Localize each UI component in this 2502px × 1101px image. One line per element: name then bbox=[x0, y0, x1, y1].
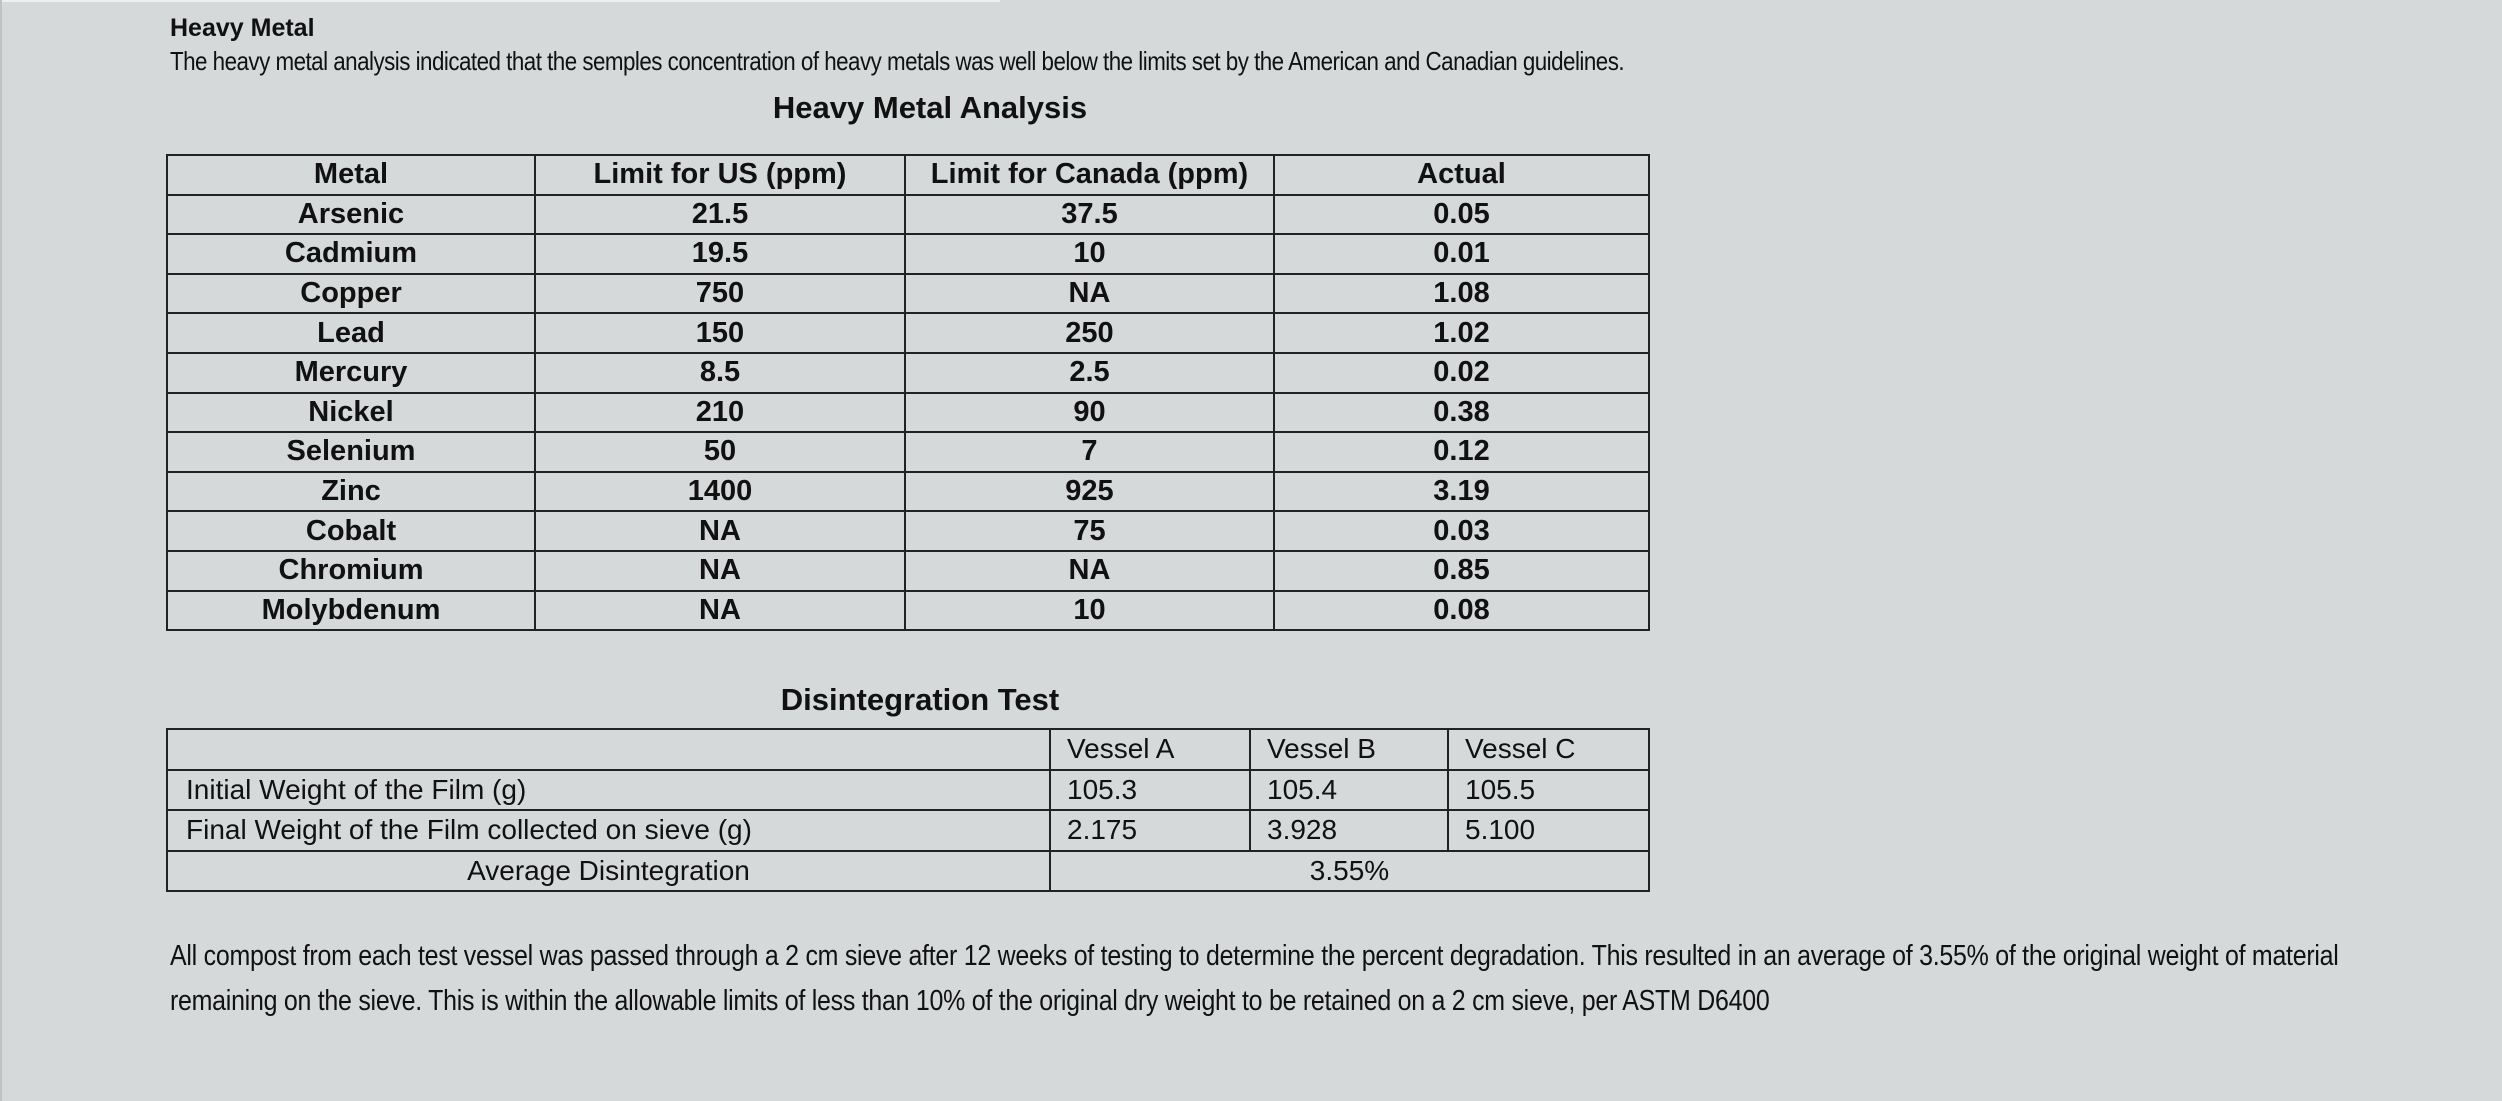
table-row bbox=[167, 472, 1649, 512]
table-row bbox=[167, 234, 1649, 274]
table-row bbox=[167, 591, 1649, 631]
table-cell: 0.02 bbox=[1274, 353, 1649, 393]
header-cell: Vessel B bbox=[1250, 729, 1448, 770]
table-cell: NA bbox=[535, 511, 905, 551]
average-row bbox=[167, 851, 1649, 892]
table-cell: 37.5 bbox=[905, 195, 1274, 235]
table-cell: 210 bbox=[535, 393, 905, 433]
table-cell: 250 bbox=[905, 313, 1274, 353]
metal-name-cell: Lead bbox=[167, 313, 535, 353]
table-row bbox=[167, 770, 1649, 811]
table-header-row bbox=[167, 155, 1649, 195]
left-edge-line bbox=[0, 0, 2, 1101]
table-row bbox=[167, 393, 1649, 433]
table-cell: 21.5 bbox=[535, 195, 905, 235]
table-cell: 90 bbox=[905, 393, 1274, 433]
table-cell: 19.5 bbox=[535, 234, 905, 274]
table-row bbox=[167, 810, 1649, 851]
metal-name-cell: Selenium bbox=[167, 432, 535, 472]
table-cell: 8.5 bbox=[535, 353, 905, 393]
header-cell: Vessel A bbox=[1050, 729, 1250, 770]
table-cell: NA bbox=[905, 274, 1274, 314]
average-value: 3.55% bbox=[1050, 851, 1649, 892]
disintegration-table-title: Disintegration Test bbox=[780, 682, 1060, 717]
table-cell: 105.5 bbox=[1448, 770, 1649, 811]
section-heading: Heavy Metal bbox=[170, 14, 315, 42]
metal-name-cell: Molybdenum bbox=[167, 591, 535, 631]
table-cell: 3.19 bbox=[1274, 472, 1649, 512]
table-row bbox=[167, 511, 1649, 551]
intro-paragraph: The heavy metal analysis indicated that the semples concentration of heavy metals was well below the limits set by the American and Canadian guidelines. bbox=[170, 46, 1625, 76]
table-row bbox=[167, 551, 1649, 591]
table-cell: 2.175 bbox=[1050, 810, 1250, 851]
table-row bbox=[167, 195, 1649, 235]
row-label: Initial Weight of the Film (g) bbox=[167, 770, 1050, 811]
row-label: Final Weight of the Film collected on sieve (g) bbox=[167, 810, 1050, 851]
table-cell: 105.4 bbox=[1250, 770, 1448, 811]
table-cell: 0.38 bbox=[1274, 393, 1649, 433]
table-cell: NA bbox=[535, 591, 905, 631]
disintegration-table bbox=[166, 728, 1650, 892]
footer-paragraph: All compost from each test vessel was passed through a 2 cm sieve after 12 weeks of testing to determine the percent degradation. This resulted in an average of 3.55% of the original weight of material remaining on the sieve. This is within the allowable limits of less than 10% of the original dry weight to be retained on a 2 cm sieve, per ASTM D6400 bbox=[170, 940, 2339, 1017]
average-label: Average Disintegration bbox=[167, 851, 1050, 892]
table-cell: 925 bbox=[905, 472, 1274, 512]
metal-name-cell: Chromium bbox=[167, 551, 535, 591]
table-cell: 105.3 bbox=[1050, 770, 1250, 811]
header-cell: Limit for US (ppm) bbox=[535, 155, 905, 195]
table-cell: 2.5 bbox=[905, 353, 1274, 393]
metal-name-cell: Nickel bbox=[167, 393, 535, 433]
table-cell: NA bbox=[535, 551, 905, 591]
table-cell: 50 bbox=[535, 432, 905, 472]
table-cell: 10 bbox=[905, 234, 1274, 274]
table-cell: 0.01 bbox=[1274, 234, 1649, 274]
table-cell: 3.928 bbox=[1250, 810, 1448, 851]
table-cell: 1.02 bbox=[1274, 313, 1649, 353]
table-cell: 1.08 bbox=[1274, 274, 1649, 314]
header-cell: Limit for Canada (ppm) bbox=[905, 155, 1274, 195]
table-cell: 5.100 bbox=[1448, 810, 1649, 851]
metal-name-cell: Mercury bbox=[167, 353, 535, 393]
table-cell: 0.05 bbox=[1274, 195, 1649, 235]
table-cell: 0.08 bbox=[1274, 591, 1649, 631]
table-cell: 7 bbox=[905, 432, 1274, 472]
table-cell: 150 bbox=[535, 313, 905, 353]
table-row bbox=[167, 313, 1649, 353]
metal-name-cell: Zinc bbox=[167, 472, 535, 512]
table-cell: 0.03 bbox=[1274, 511, 1649, 551]
header-cell bbox=[167, 729, 1050, 770]
table-cell: NA bbox=[905, 551, 1274, 591]
table-header-row bbox=[167, 729, 1649, 770]
table-cell: 1400 bbox=[535, 472, 905, 512]
metal-name-cell: Cadmium bbox=[167, 234, 535, 274]
table-cell: 75 bbox=[905, 511, 1274, 551]
table-row bbox=[167, 274, 1649, 314]
metal-name-cell: Arsenic bbox=[167, 195, 535, 235]
table-cell: 0.12 bbox=[1274, 432, 1649, 472]
heavy-metal-table-title: Heavy Metal Analysis bbox=[772, 90, 1088, 125]
metal-name-cell: Copper bbox=[167, 274, 535, 314]
table-row bbox=[167, 432, 1649, 472]
table-cell: 0.85 bbox=[1274, 551, 1649, 591]
header-cell: Metal bbox=[167, 155, 535, 195]
top-edge-line bbox=[0, 0, 1000, 2]
table-cell: 10 bbox=[905, 591, 1274, 631]
metal-name-cell: Cobalt bbox=[167, 511, 535, 551]
header-cell: Vessel C bbox=[1448, 729, 1649, 770]
table-row bbox=[167, 353, 1649, 393]
table-cell: 750 bbox=[535, 274, 905, 314]
heavy-metal-table bbox=[166, 154, 1650, 631]
header-cell: Actual bbox=[1274, 155, 1649, 195]
